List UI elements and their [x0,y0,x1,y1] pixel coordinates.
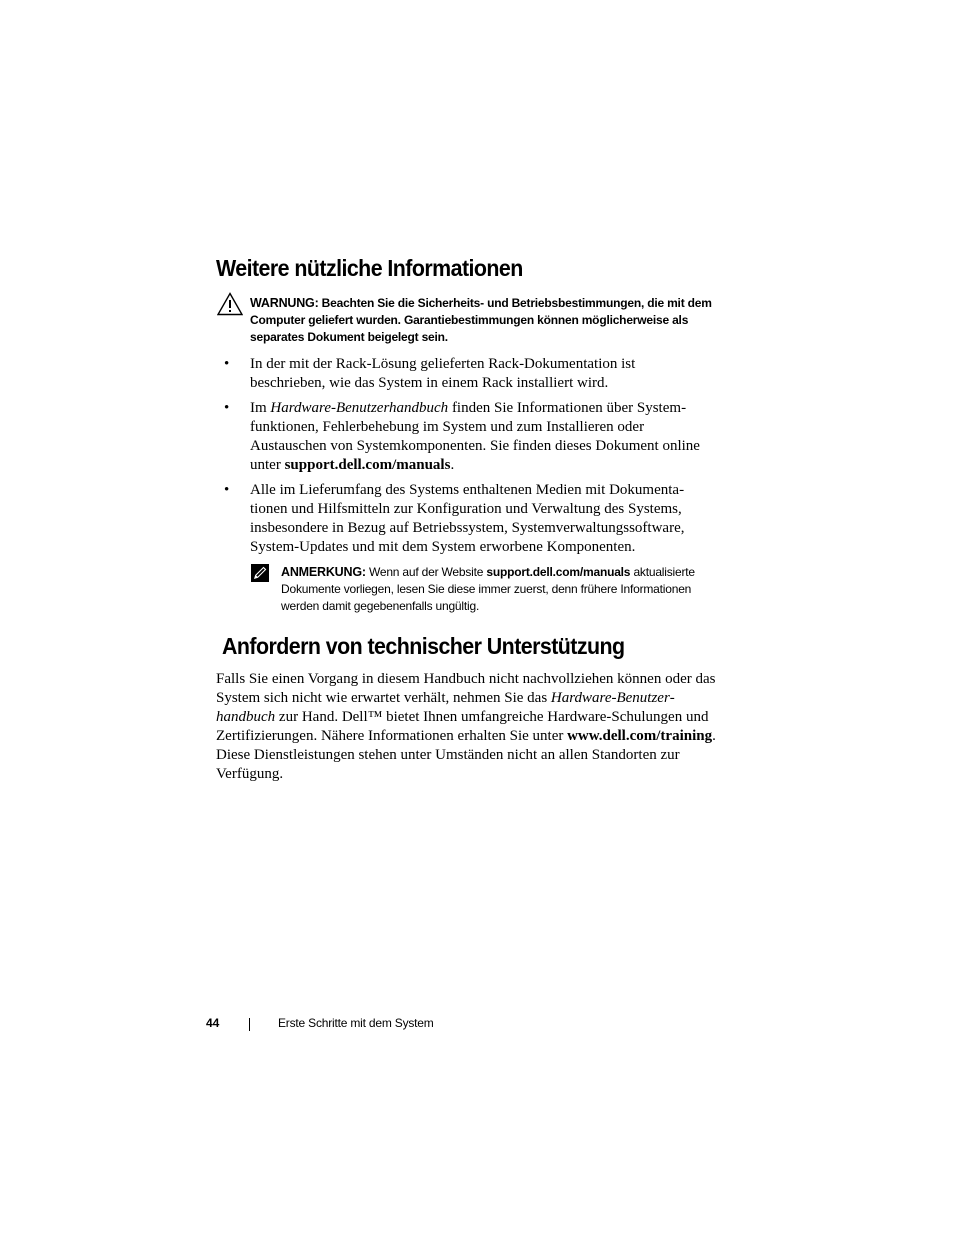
page-number: 44 [206,1016,220,1030]
para-part-3: . Diese Dienstleistungen stehen unter Umständen nicht an allen Standorten zur Verfügung. [216,728,716,782]
warning-label: WARNUNG: [250,296,319,310]
para-part-1: Falls Sie einen Vorgang in diesem Handbuch nicht nachvollziehen können oder das System sich nicht wie erwartet verhält, nehmen Sie das [216,671,716,706]
bullet-dot: • [224,400,230,416]
list-item [222,355,712,393]
list-item [222,481,712,557]
note-pencil-icon [251,564,269,582]
bullet-emphasis: Hardware-Benutzerhandbuch [270,400,449,416]
bullet-text: Alle im Lieferumfang des Systems enthaltenen Medien mit Dokumentationen und Hilfsmitteln zur Konfiguration und Verwaltung des Systems, insbesondere in Bezug auf Betriebssystem, Systemverwaltungssoftware, System-Updates und mit dem System erworbene Komponenten. [250,482,685,555]
bullet-prefix: Im [250,400,267,416]
info-bullet-list [222,355,712,563]
warning-text [250,295,720,346]
footer-divider [249,1018,250,1031]
warning-triangle-icon [217,292,243,316]
bullet-text: In der mit der Rack-Lösung gelieferten Rack-Dokumentation ist beschrieben, wie das System in einem Rack installiert wird. [250,356,636,391]
bullet-suffix: . [450,457,455,473]
list-item [222,399,712,475]
note-label: ANMERKUNG: [281,565,366,579]
footer-title: Erste Schritte mit dem System [278,1016,434,1030]
section-heading-further-info: Weitere nützliche Informationen [216,255,523,281]
warning-body: Beachten Sie die Sicherheits- und Betriebsbestimmungen, die mit dem Computer geliefert wurden. Garantiebestimmungen können möglicherweise als separates Dokument beigelegt sein. [250,296,712,344]
note-manuals-link[interactable]: support.dell.com/manuals [486,565,631,579]
support-paragraph [216,670,716,784]
note-text-before: Wenn auf der Website [368,565,484,579]
para-part-2: zur Hand. Dell™ bietet Ihnen umfangreiche Hardware-Schulungen und Zertifizierungen. Nähere Informationen erhalten Sie unter [216,709,709,744]
bullet-dot: • [224,356,230,372]
bullet-dot: • [224,482,230,498]
training-link[interactable]: www.dell.com/training [567,728,713,744]
para-emphasis: Hardware-Benutzerhandbuch [216,690,675,725]
note-text-after: aktualisierte Dokumente vorliegen, lesen Sie diese immer zuerst, denn frühere Informationen werden damit gegebenenfalls ungültig. [281,565,695,613]
bullet-middle: finden Sie Informationen über Systemfunktionen, Fehlerbehebung im System und zum Installieren oder Austauschen von Systemkomponenten. Sie finden dieses Dokument online unter [250,400,700,473]
note-text [281,564,721,615]
manuals-link[interactable]: support.dell.com/manuals [284,457,451,473]
section-heading-support: Anfordern von technischer Unterstützung [222,633,625,659]
